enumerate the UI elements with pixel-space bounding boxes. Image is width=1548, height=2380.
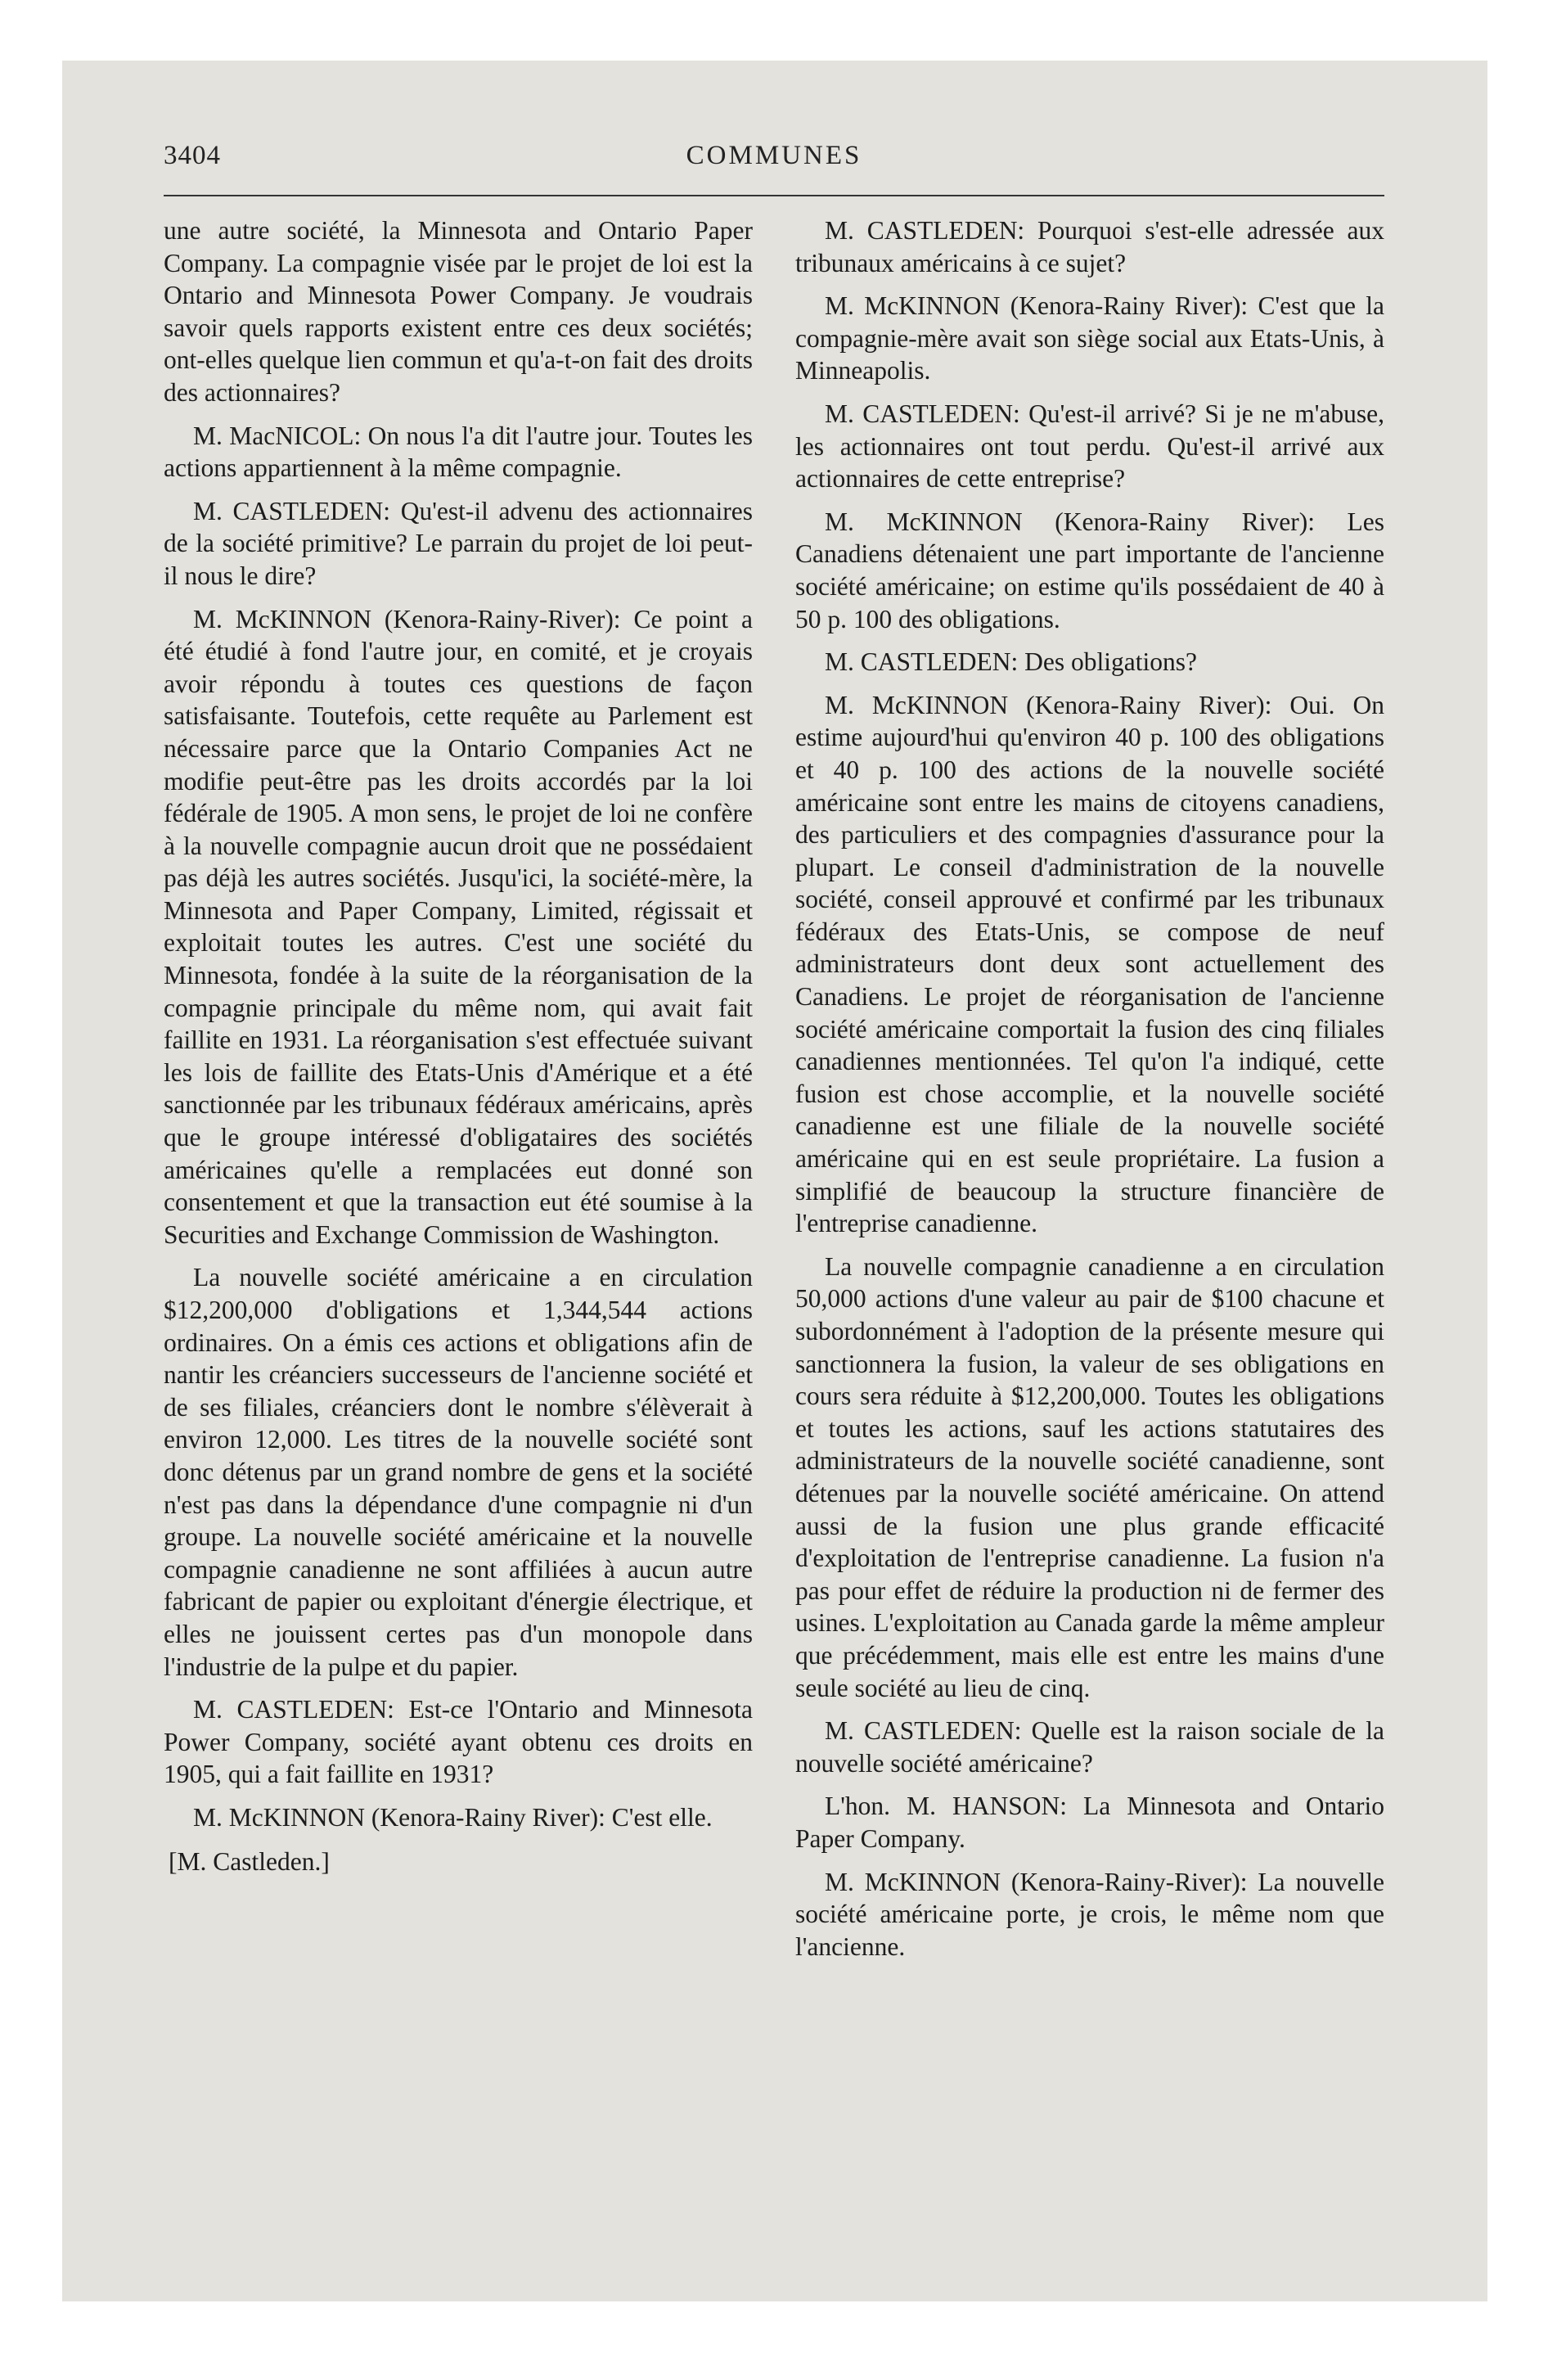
- speaker-signature: [M. Castleden.]: [169, 1846, 330, 1876]
- paragraph: M. McKINNON (Kenora-Rainy River): C'est que la compagnie-mère avait son siège social aux Etats-Unis, à Minneapolis.: [795, 291, 1384, 385]
- paragraph: La nouvelle compagnie canadienne a en circulation 50,000 actions d'une valeur au pair de $100 chacune et subordonnément à l'adoption de la présente mesure qui sanctionnera la fusion, la valeur de ses obligations en cours sera réduite à $12,200,000. Toutes les obligations et toutes les actions, sauf les actions statutaires des administrateurs de la nouvelle société canadienne, sont détenues par la nouvelle société américaine. On attend aussi de la fusion une plus grande efficacité d'exploitation de l'entreprise canadienne. La fusion n'a pas pour effet de réduire la production ni de fermer des usines. L'exploitation au Canada garde la même ampleur que précédemment, mais elle est entre les mains d'une seule société au lieu de cinq.: [795, 1251, 1384, 1702]
- paragraph: M. CASTLEDEN: Qu'est-il arrivé? Si je ne m'abuse, les actionnaires ont tout perdu. Qu'est-il arrivé aux actionnaires de cette entreprise?: [795, 399, 1384, 494]
- paragraph: M. McKINNON (Kenora-Rainy River): Oui. On estime aujourd'hui qu'environ 40 p. 100 des obligations et 40 p. 100 des actions de la nouvelle société américaine sont entre les mains de citoyens canadiens, des particuliers et des compagnies d'assurance pour la plupart. Le conseil d'administration de la nouvelle société, conseil approuvé et confirmé par les tribunaux fédéraux des Etats-Unis, se compose de neuf administrateurs dont deux sont actuellement des Canadiens. Le projet de réorganisation de l'ancienne société américaine comportait la fusion des cinq filiales canadiennes mentionnées. Tel qu'on l'a indiqué, cette fusion est chose accomplie, et la nouvelle société canadienne est une filiale de la nouvelle société américaine qui en est seule propriétaire. La fusion a simplifié de beaucoup la structure financière de l'entreprise canadienne.: [795, 690, 1384, 1238]
- paragraph: L'hon. M. HANSON: La Minnesota and Ontario Paper Company.: [795, 1792, 1384, 1853]
- paragraph: M. McKINNON (Kenora-Rainy River): C'est elle.: [193, 1802, 713, 1832]
- paragraph: une autre société, la Minnesota and Ontario Paper Company. La compagnie visée par le projet de loi est la Ontario and Minnesota Power Company. Je voudrais savoir quels rapports existent entre ces deux sociétés; ont-elles quelque lien commun et qu'a-t-on fait des droits des actionnaires?: [164, 216, 753, 407]
- left-column: [164, 214, 753, 1888]
- paragraph: M. CASTLEDEN: Des obligations?: [825, 647, 1197, 677]
- paragraph: M. CASTLEDEN: Qu'est-il advenu des actionnaires de la société primitive? Le parrain du projet de loi peut-il nous le dire?: [164, 496, 753, 590]
- paragraph: M. McKINNON (Kenora-Rainy-River): La nouvelle société américaine porte, je crois, le même nom que l'ancienne.: [795, 1867, 1384, 1961]
- paragraph: M. CASTLEDEN: Pourquoi s'est-elle adressée aux tribunaux américains à ce sujet?: [795, 216, 1384, 277]
- running-head: COMMUNES: [686, 141, 862, 170]
- right-column: [795, 214, 1384, 1973]
- page-header: [164, 141, 1384, 190]
- header-rule: [164, 195, 1384, 196]
- paragraph: M. MacNICOL: On nous l'a dit l'autre jour. Toutes les actions appartiennent à la même compagnie.: [164, 421, 753, 483]
- paragraph: M. McKINNON (Kenora-Rainy-River): Ce point a été étudié à fond l'autre jour, en comité, et je croyais avoir répondu à toutes ces questions de façon satisfaisante. Toutefois, cette requête au Parlement est nécessaire parce que la Ontario Companies Act ne modifie peut-être pas les droits accordés par la loi fédérale de 1905. A mon sens, le projet de loi ne confère à la nouvelle compagnie aucun droit que ne possédaient pas déjà les autres sociétés. Jusqu'ici, la société-mère, la Minnesota and Paper Company, Limited, régissait et exploitait toutes les autres. C'est une société du Minnesota, fondée à la suite de la réorganisation de la compagnie principale du même nom, qui avait fait faillite en 1931. La réorganisation s'est effectuée suivant les lois de faillite des Etats-Unis d'Amérique et a été sanctionnée par les tribunaux fédéraux américains, après que le groupe intéressé d'obligataires des sociétés américaines qu'elle a remplacées eut donné son consentement et que la transaction eut été soumise à la Securities and Exchange Commission de Washington.: [164, 604, 753, 1249]
- paragraph: M. CASTLEDEN: Est-ce l'Ontario and Minnesota Power Company, société ayant obtenu ces droits en 1905, qui a fait faillite en 1931?: [164, 1695, 753, 1789]
- page-number: 3404: [164, 141, 221, 170]
- paragraph: M. McKINNON (Kenora-Rainy River): Les Canadiens détenaient une part importante de l'ancienne société américaine; on estime qu'ils possédaient de 40 à 50 p. 100 des obligations.: [795, 507, 1384, 633]
- paragraph: La nouvelle société américaine a en circulation $12,200,000 d'obligations et 1,344,544 actions ordinaires. On a émis ces actions et obligations afin de nantir les créanciers successeurs de l'ancienne société et de ses filiales, créanciers dont le nombre s'élèverait à environ 12,000. Les titres de la nouvelle société sont donc détenus par un grand nombre de gens et la société n'est pas dans la dépendance d'une compagnie ni d'un groupe. La nouvelle société américaine et la nouvelle compagnie canadienne ne sont affiliées à aucun autre fabricant de papier ou exploitant d'énergie électrique, et elles ne jouissent certes pas d'un monopole dans l'industrie de la pulpe et du papier.: [164, 1263, 753, 1681]
- paragraph: M. CASTLEDEN: Quelle est la raison sociale de la nouvelle société américaine?: [795, 1716, 1384, 1778]
